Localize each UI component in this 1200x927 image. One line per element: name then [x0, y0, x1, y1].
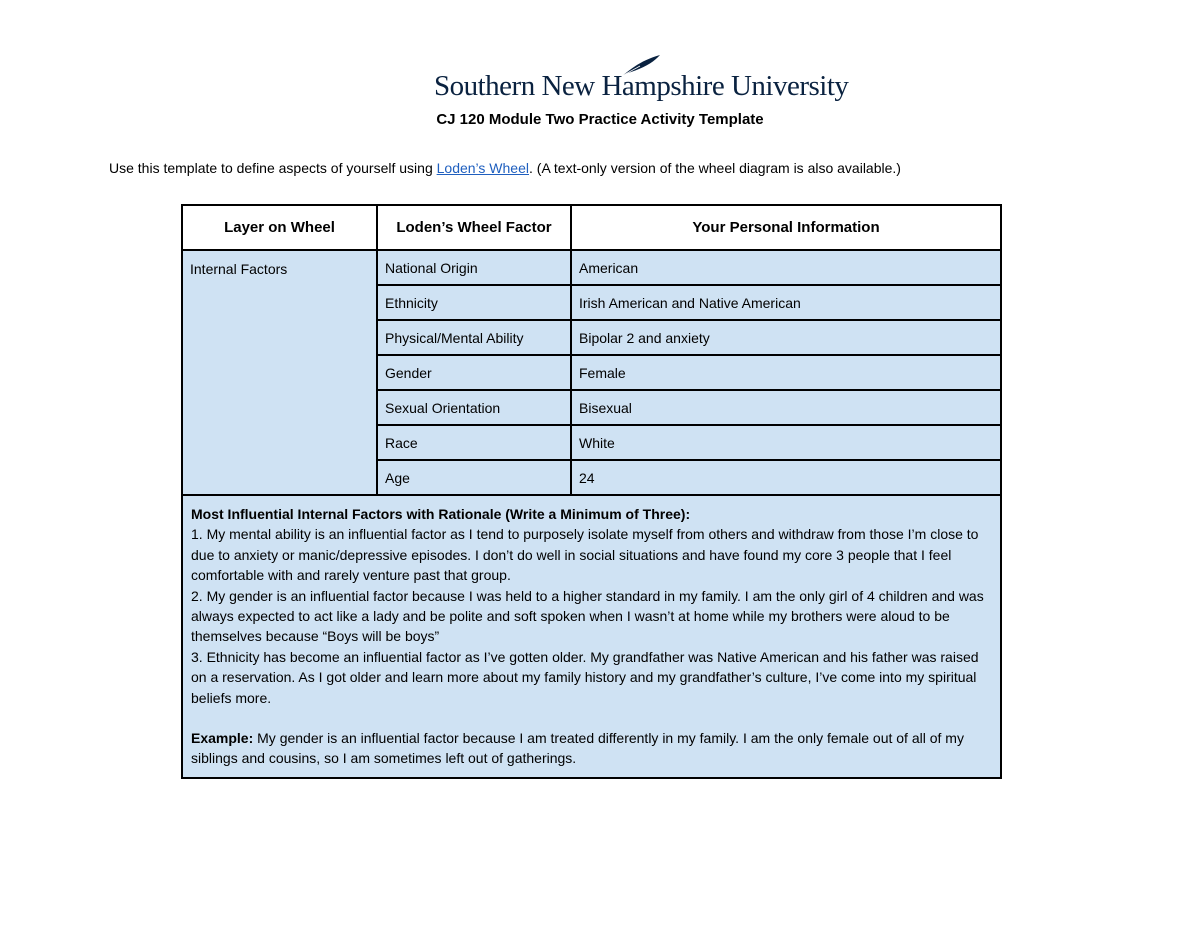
info-cell: 24: [571, 460, 1001, 495]
info-cell: Bisexual: [571, 390, 1001, 425]
intro-text-after: . (A text-only version of the wheel diagram is also available.): [529, 160, 901, 176]
rationale-point: 2. My gender is an influential factor because I was held to a higher standard in my family. I am the only girl of 4 children and was always expected to act like a lady and be polite and soft spoken when I wasn’t at home while my brothers were aloud to be themselves because “Boys will be boys”: [191, 587, 984, 645]
layer-internal-factors: Internal Factors: [182, 250, 377, 495]
header-layer-on-wheel: Layer on Wheel: [182, 205, 377, 250]
lodens-wheel-link[interactable]: Loden’s Wheel: [436, 160, 529, 176]
intro-text-before: Use this template to define aspects of yourself using: [109, 160, 437, 176]
table-row: [182, 250, 1001, 285]
factor-cell: National Origin: [377, 250, 571, 285]
info-cell: White: [571, 425, 1001, 460]
header-personal-information: Your Personal Information: [571, 205, 1001, 250]
factor-cell: Race: [377, 425, 571, 460]
rationale-point: 1. My mental ability is an influential factor as I tend to purposely isolate myself from others and withdraw from those I’m close to due to anxiety or manic/depressive episodes. I don’t do well in social situations and have found my core 3 people that I feel comfortable with and rarely venture past that group.: [191, 526, 979, 584]
intro-text: [109, 160, 901, 176]
header-wheel-factor: Loden’s Wheel Factor: [377, 205, 571, 250]
example-paragraph: [191, 728, 992, 769]
document-title: CJ 120 Module Two Practice Activity Template: [436, 111, 764, 128]
example-text: My gender is an influential factor because I am treated differently in my family. I am the only female out of all of my siblings and cousins, so I am sometimes left out of gatherings.: [191, 730, 964, 767]
example-label: Example:: [191, 730, 254, 747]
info-cell: Irish American and Native American: [571, 285, 1001, 320]
info-cell: American: [571, 250, 1001, 285]
lodens-wheel-table: [181, 204, 1002, 779]
university-logo: [430, 54, 849, 106]
factor-cell: Sexual Orientation: [377, 390, 571, 425]
rationale-row: [182, 495, 1001, 778]
logo-wordmark: Southern New Hampshire University: [434, 70, 849, 102]
table-header-row: [182, 205, 1001, 250]
info-cell: Female: [571, 355, 1001, 390]
info-cell: Bipolar 2 and anxiety: [571, 320, 1001, 355]
spacer: [191, 708, 992, 728]
factor-cell: Age: [377, 460, 571, 495]
rationale-point: 3. Ethnicity has become an influential factor as I’ve gotten older. My grandfather was Native American and his father was raised on a reservation. As I got older and learn more about my family history and my grandfather’s culture, I’ve come into my spiritual beliefs more.: [191, 648, 979, 706]
factor-cell: Gender: [377, 355, 571, 390]
rationale-heading: Most Influential Internal Factors with Rationale (Write a Minimum of Three):: [191, 506, 691, 522]
factor-cell: Ethnicity: [377, 285, 571, 320]
quill-icon: [620, 54, 664, 78]
rationale-cell: [182, 495, 1001, 778]
factor-cell: Physical/Mental Ability: [377, 320, 571, 355]
